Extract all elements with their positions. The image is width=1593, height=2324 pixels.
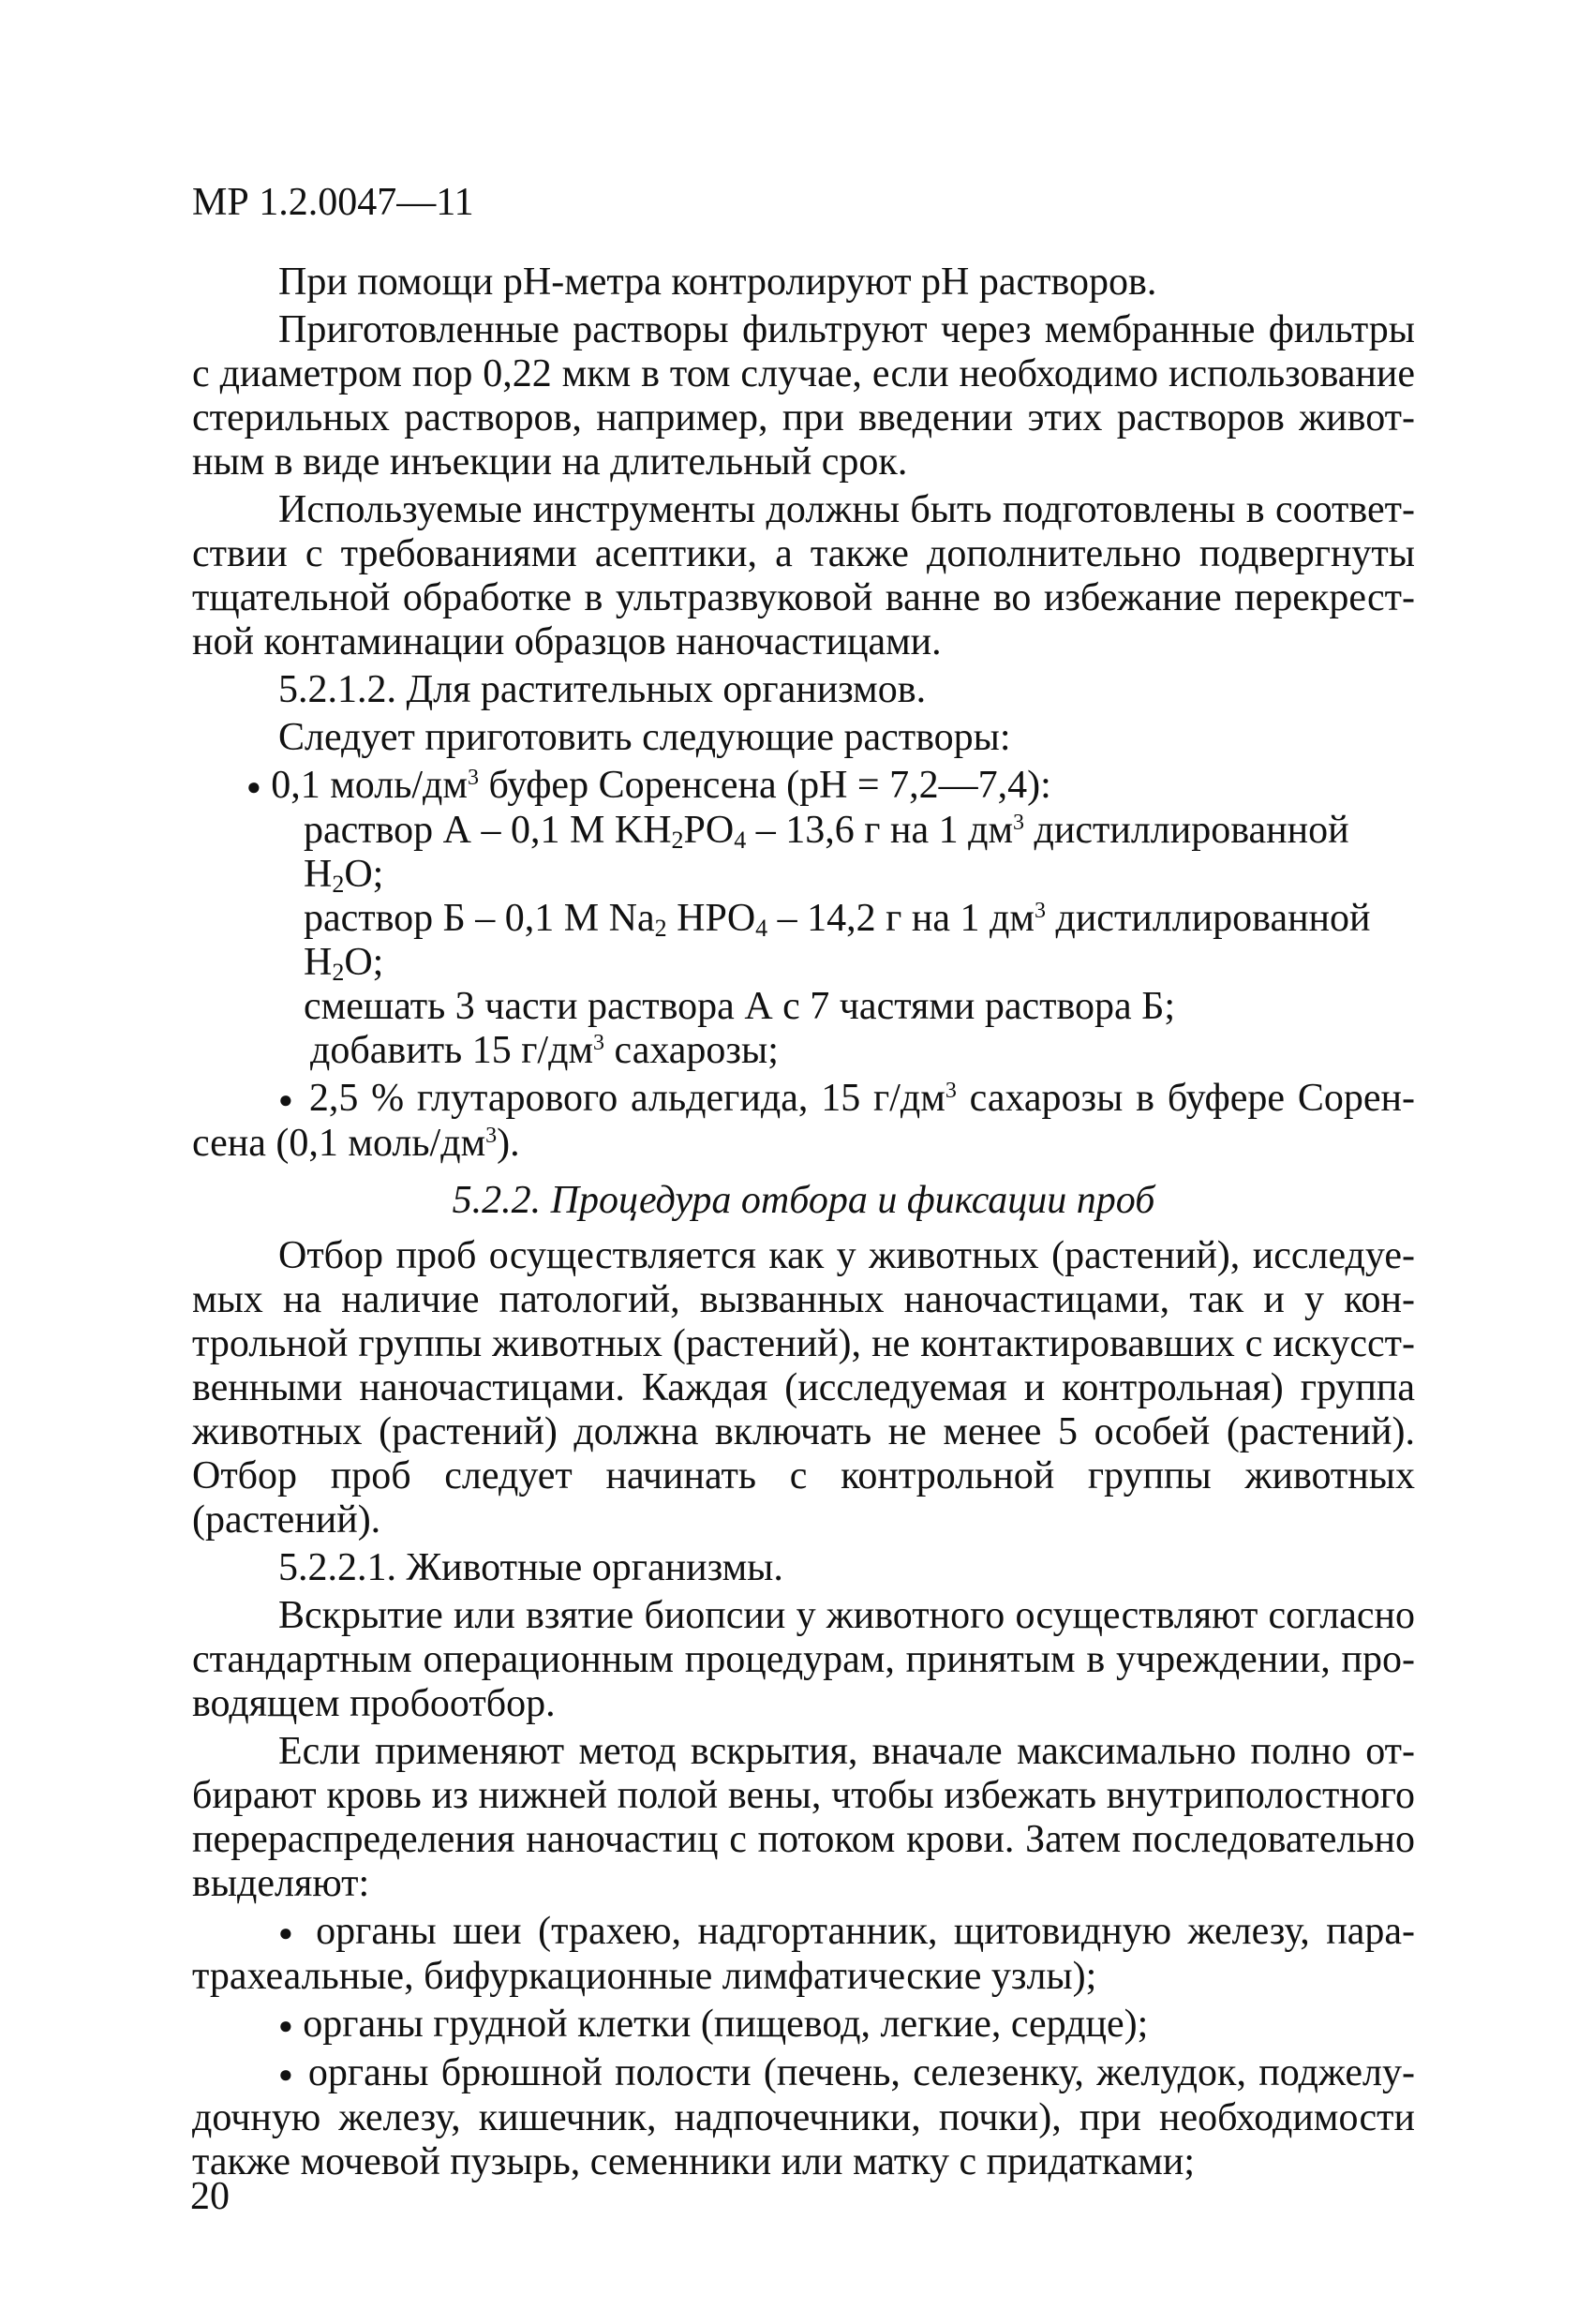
- solution-b-line: раствор Б – 0,1 М $Na_2$ $HPO_4 - 14,2$ г на 1 $дм^3$ дистиллированной $H_2O$;: [304, 897, 1371, 986]
- mix-instruction-line: смешать 3 части раствора А с 7 частями раствора Б;: [304, 985, 1175, 1028]
- bullet-icon: ●: [278, 2012, 293, 2039]
- list-item-neck-organs: ● органы шеи (трахею, надгортанник, щитовидную железу, паратрахеальные, бифуркационные лимфатические узлы);: [192, 1910, 1415, 1998]
- paragraph-ph-control: При помощи рН-метра контролируют рН растворов.: [278, 261, 1157, 304]
- paragraph-biopsy: Вскрытие или взятие биопсии у животного осуществляют согласно стандартным операционным процедурам, принятым в учреждении, проводящем пробоотбор.: [192, 1594, 1415, 1725]
- solution-a-line: раствор А – 0,1 М $KH_2PO_4 - 13,6$ г на 1 $дм^3$ дистиллированной $H_2O$;: [304, 809, 1349, 898]
- paragraph-instruments: Используемые инструменты должны быть подготовлены в соответствии с требованиями асептики, а также дополнительно подвергнуты тщательной обработке в ультразвуковой ванне во избежание перекрестной контаминации образцов наночастицами.: [192, 488, 1415, 663]
- subsection-animal-organisms: 5.2.2.1. Животные организмы.: [278, 1546, 783, 1589]
- page-body: [192, 261, 1415, 2184]
- list-item-chest-organs: ● органы грудной клетки (пищевод, легкие, сердце);: [278, 2003, 1149, 2046]
- paragraph-dissection: Если применяют метод вскрытия, вначале максимально полно отбирают кровь из нижней полой вены, чтобы избежать внутриполостного перераспределения наночастиц с потоком крови. Затем последовательно выделяют:: [192, 1730, 1415, 1905]
- bullet-icon: ●: [278, 1919, 300, 1946]
- list-item-abdominal-organs: ● органы брюшной полости (печень, селезенку, желудок, поджелудочную железу, кишечник, надпочечники, почки), при необходимости также мочевой пузырь, семенники или матку с придатками;: [192, 2051, 1415, 2183]
- paragraph-solutions-intro: Следует приготовить следующие растворы:: [278, 716, 1011, 759]
- bullet-icon: ●: [278, 1086, 297, 1113]
- bullet-icon: ●: [278, 2061, 296, 2088]
- page-number: 20: [190, 2175, 230, 2218]
- paragraph-filtering: Приготовленные растворы фильтруют через мембранные фильтры с диаметром пор 0,22 мкм в том случае, если необходимо использование стерильных растворов, например, при введении этих растворов животным в виде инъекции на длительный срок.: [192, 308, 1415, 484]
- section-heading: 5.2.2. Процедура отбора и фиксации проб: [452, 1179, 1155, 1222]
- document-code: МР 1.2.0047—11: [192, 181, 474, 224]
- list-item-glutaraldehyde: ● 2,5 % глутарового альдегида, 15 $г/дм^3$ сахарозы в буфере Соренсена (0,1 моль/$дм^3$).: [192, 1077, 1415, 1165]
- subsection-plant-organisms: 5.2.1.2. Для растительных организмов.: [278, 668, 927, 711]
- add-sucrose-line: добавить 15 $г/дм^3$ сахарозы;: [310, 1029, 779, 1072]
- paragraph-sampling: Отбор проб осуществляется как у животных (растений), исследуемых на наличие патологий, вызванных наночастицами, так и у контрольной группы животных (растений), не контактировавших с искусственными наночастицами. Каждая (исследуемая и контрольная) группа животных (растений) должна включать не менее 5 особей (растений). Отбор проб следует начинать с контрольной группы животных (растений).: [192, 1234, 1415, 1542]
- bullet-icon: ●: [246, 773, 261, 800]
- list-item-sorensen-buffer: ● 0,1 моль/$дм^3$ буфер Соренсена (рН = 7,2—7,4):: [246, 764, 1051, 807]
